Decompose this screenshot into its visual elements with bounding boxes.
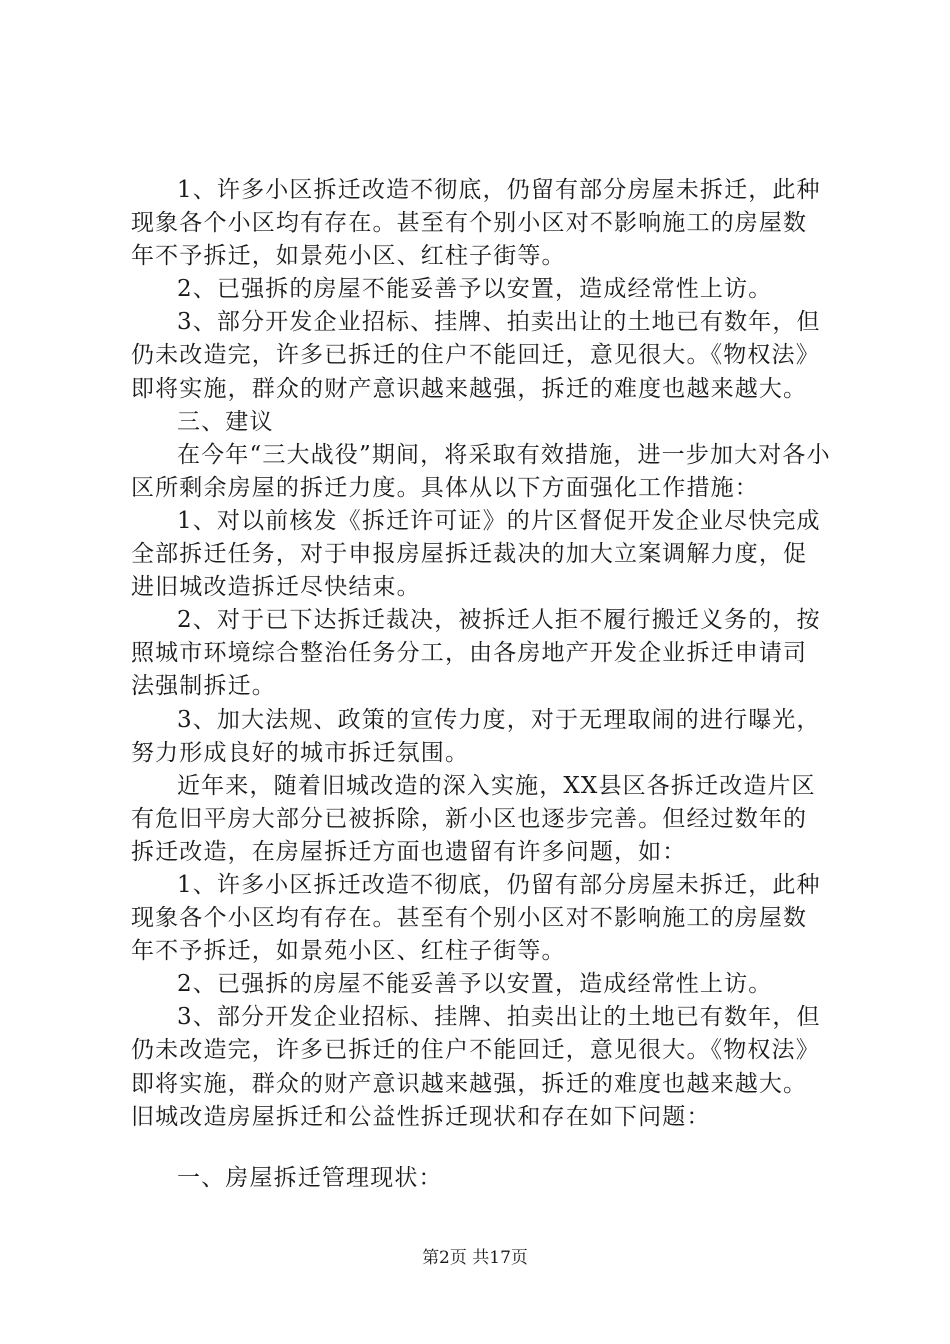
paragraph-10: 1、许多小区拆迁改造不彻底，仍留有部分房屋未拆迁，此种现象各个小区均有存在。甚至有个别小区对不影响施工的房屋数年不予拆迁，如景苑小区、红柱子街等。 bbox=[131, 871, 821, 965]
paragraph-1: 1、许多小区拆迁改造不彻底，仍留有部分房屋未拆迁，此种现象各个小区均有存在。甚至有个别小区对不影响施工的房屋数年不予拆迁，如景苑小区、红柱子街等。 bbox=[131, 177, 821, 270]
paragraph-3: 3、部分开发企业招标、挂牌、拍卖出让的土地已有数年，但仍未改造完，许多已拆迁的住户不能回迁，意见很大。《物权法》即将实施，群众的财产意识越来越强，拆迁的难度也越来越大。 bbox=[131, 309, 821, 402]
section-heading: 一、房屋拆迁管理现状： bbox=[177, 1164, 443, 1191]
paragraph-8: 3、加大法规、政策的宣传力度，对于无理取闹的进行曝光，努力形成良好的城市拆迁氛围。 bbox=[131, 706, 821, 766]
paragraph-section-recommendations: 三、建议 bbox=[177, 408, 274, 435]
paragraph-6: 1、对以前核发《拆迁许可证》的片区督促开发企业尽快完成全部拆迁任务，对于申报房屋拆迁裁决的加大立案调解力度，促进旧城改造拆迁尽快结束。 bbox=[131, 507, 821, 601]
page-footer: 第2页 共17页 bbox=[422, 1248, 528, 1268]
paragraph-11: 2、已强拆的房屋不能妥善予以安置，造成经常性上访。 bbox=[177, 971, 773, 998]
document-body bbox=[131, 174, 831, 1195]
paragraph-12: 3、部分开发企业招标、挂牌、拍卖出让的土地已有数年，但仍未改造完，许多已拆迁的住户不能回迁，意见很大。《物权法》即将实施，群众的财产意识越来越强，拆迁的难度也越来越大。旧城改造房屋拆迁和公益性拆迁现状和存在如下问题： bbox=[131, 1004, 821, 1130]
paragraph-2: 2、已强拆的房屋不能妥善予以安置，造成经常性上访。 bbox=[177, 276, 773, 303]
paragraph-7: 2、对于已下达拆迁裁决，被拆迁人拒不履行搬迁义务的，按照城市环境综合整治任务分工，由各房地产开发企业拆迁申请司法强制拆迁。 bbox=[131, 607, 821, 700]
paragraph-5: 在今年“三大战役”期间，将采取有效措施，进一步加大对各小区所剩余房屋的拆迁力度。具体从以下方面强化工作措施： bbox=[131, 441, 831, 501]
paragraph-9: 近年来，随着旧城改造的深入实施，XX县区各拆迁改造片区有危旧平房大部分已被拆除，新小区也逐步完善。但经过数年的拆迁改造，在房屋拆迁方面也遗留有许多问题，如： bbox=[131, 772, 816, 865]
